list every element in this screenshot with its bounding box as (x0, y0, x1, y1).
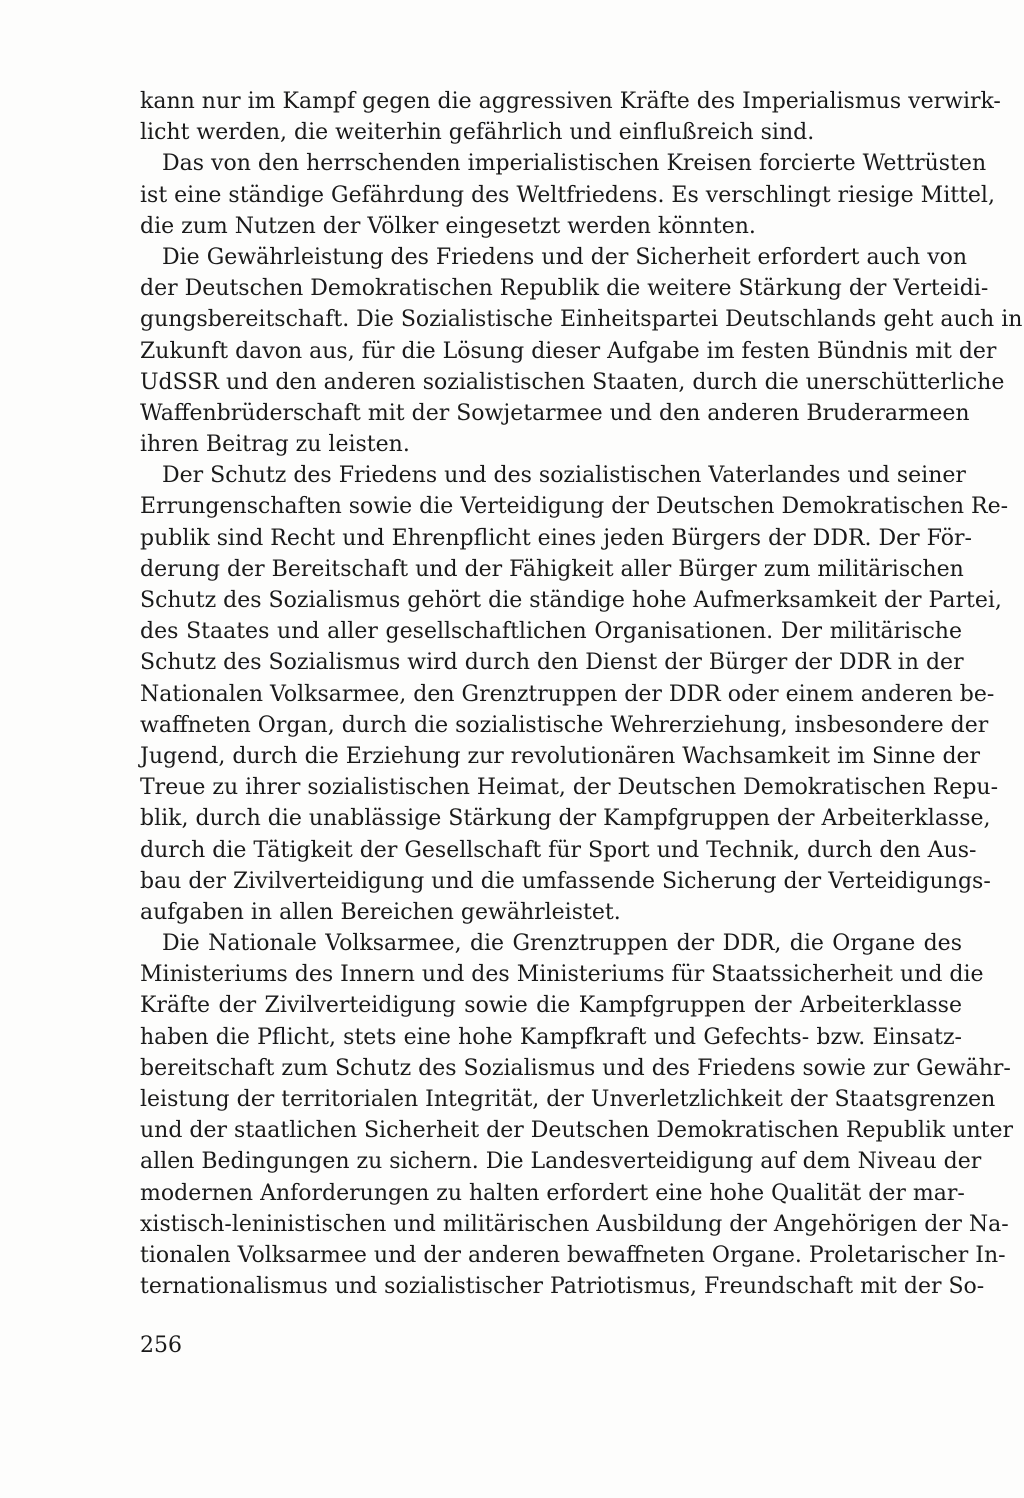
text-line: modernen Anforderungen zu halten erfordert eine hohe Qualität der mar- (140, 1180, 965, 1206)
text-line: und der staatlichen Sicherheit der Deutschen Demokratischen Republik unter (140, 1118, 1014, 1144)
text-line: ternationalismus und sozialistischer Patriotismus, Freundschaft mit der So- (140, 1274, 985, 1300)
paragraph (140, 148, 995, 242)
text-line: xistisch-leninistischen und militärischen Ausbildung der Angehörigen der Na- (140, 1211, 1009, 1237)
text-line: allen Bedingungen zu sichern. Die Landesverteidigung auf dem Niveau der (140, 1149, 982, 1175)
text-line: gungsbereitschaft. Die Sozialistische Einheitspartei Deutschlands geht auch in (140, 307, 1023, 333)
text-line: Die Gewährleistung des Friedens und der Sicherheit erfordert auch von (162, 244, 968, 270)
paragraph (140, 928, 1014, 1302)
text-line: UdSSR und den anderen sozialistischen Staaten, durch die unerschütterliche (140, 369, 1005, 395)
text-line: Das von den herrschenden imperialistischen Kreisen forcierte Wettrüsten (162, 151, 987, 177)
paragraph (140, 460, 1009, 928)
text-line: Jugend, durch die Erziehung zur revolutionären Wachsamkeit im Sinne der (140, 743, 981, 769)
text-line: blik, durch die unablässige Stärkung der Kampfgruppen der Arbeiterklasse, (140, 806, 991, 832)
text-line: Nationalen Volksarmee, den Grenztruppen der DDR oder einem anderen be- (140, 681, 995, 707)
text-line: Der Schutz des Friedens und des sozialistischen Vaterlandes und seiner (162, 463, 966, 489)
text-line: die zum Nutzen der Völker eingesetzt werden könnten. (140, 213, 756, 239)
text-line: Ministeriums des Innern und des Ministeriums für Staatssicherheit und die (140, 962, 984, 988)
text-line: kann nur im Kampf gegen die aggressiven Kräfte des Imperialismus verwirk- (140, 89, 1001, 114)
text-line: waffneten Organ, durch die sozialistische Wehrerziehung, insbesondere der (140, 712, 989, 738)
text-line: bereitschaft zum Schutz des Sozialismus und des Friedens sowie zur Gewähr- (140, 1055, 1011, 1081)
text-line: leistung der territorialen Integrität, der Unverletzlichkeit der Staatsgrenzen (140, 1087, 996, 1112)
text-line: ist eine ständige Gefährdung des Weltfriedens. Es verschlingt riesige Mittel, (140, 182, 995, 208)
text-line: tionalen Volksarmee und der anderen bewaffneten Organe. Proletarischer In- (140, 1242, 1006, 1268)
text-line: ihren Beitrag zu leisten. (140, 432, 410, 458)
page-number: 256 (140, 1333, 182, 1358)
text-line: bau der Zivilverteidigung und die umfassende Sicherung der Verteidigungs- (140, 868, 991, 894)
text-line: haben die Pflicht, stets eine hohe Kampfkraft und Gefechts- bzw. Einsatz- (140, 1024, 962, 1050)
text-line: der Deutschen Demokratischen Republik die weitere Stärkung der Verteidi- (140, 276, 989, 302)
text-line: licht werden, die weiterhin gefährlich und einflußreich sind. (140, 120, 815, 146)
text-line: Kräfte der Zivilverteidigung sowie die Kampfgruppen der Arbeiterklasse (140, 993, 962, 1019)
text-line: aufgaben in allen Bereichen gewährleistet. (140, 899, 621, 925)
text-line: Errungenschaften sowie die Verteidigung der Deutschen Demokratischen Re- (140, 494, 1009, 520)
text-line: durch die Tätigkeit der Gesellschaft für Sport und Technik, durch den Aus- (140, 837, 977, 863)
text-line: Waffenbrüderschaft mit der Sowjetarmee und den anderen Bruderarmeen (140, 400, 970, 426)
body-text (140, 86, 1023, 1302)
text-line: Treue zu ihrer sozialistischen Heimat, der Deutschen Demokratischen Repu- (140, 775, 998, 801)
text-line: Schutz des Sozialismus wird durch den Dienst der Bürger der DDR in der (140, 650, 964, 676)
text-line: des Staates und aller gesellschaftlichen Organisationen. Der militärische (140, 619, 962, 645)
text-line: derung der Bereitschaft und der Fähigkeit aller Bürger zum militärischen (140, 556, 964, 582)
text-line: Die Nationale Volksarmee, die Grenztruppen der DDR, die Organe des (162, 931, 962, 957)
paragraph (140, 242, 1023, 460)
text-line: Zukunft davon aus, für die Lösung dieser Aufgabe im festen Bündnis mit der (140, 338, 997, 364)
text-line: Schutz des Sozialismus gehört die ständige hohe Aufmerksamkeit der Partei, (140, 588, 1002, 613)
paragraph (140, 86, 1001, 148)
text-line: publik sind Recht und Ehrenpflicht eines jeden Bürgers der DDR. Der För- (140, 525, 972, 551)
